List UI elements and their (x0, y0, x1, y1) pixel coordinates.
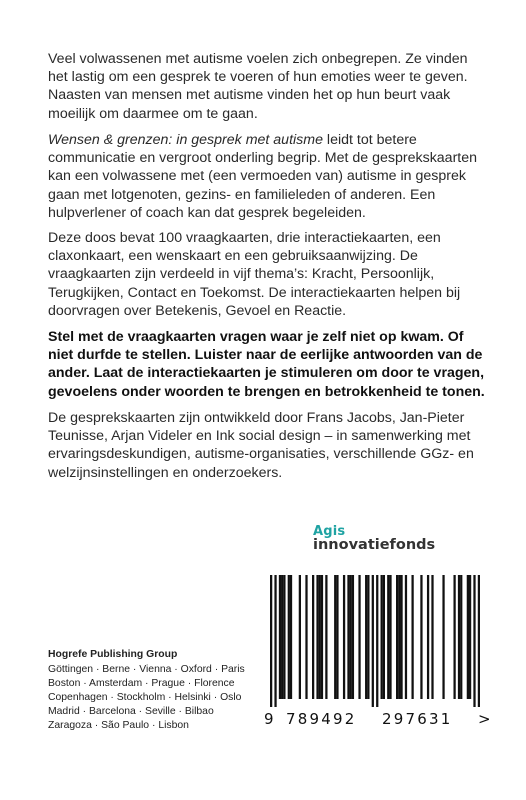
barcode-bar (458, 575, 460, 699)
barcode-bar (347, 575, 349, 699)
barcode-bar (442, 575, 444, 699)
barcode-bar (283, 575, 285, 699)
barcode-bar (290, 575, 292, 699)
barcode-bar (453, 575, 455, 699)
publisher-cities-line: Madrid · Barcelona · Seville · Bilbao (48, 706, 214, 717)
barcode-bar (376, 575, 378, 707)
barcode-bar (411, 575, 413, 699)
barcode-bar (365, 575, 367, 699)
barcode-bar (336, 575, 338, 699)
product-paragraph (48, 131, 488, 222)
logo-agis-text: Agis (313, 524, 346, 539)
barcode-bar (396, 575, 398, 699)
barcode-bar (478, 575, 480, 707)
barcode-bar (381, 575, 383, 699)
barcode-bar (469, 575, 471, 699)
intro-paragraph: Veel volwassenen met autisme voelen zich onbegrepen. Ze vinden het lastig om een gesprek te voeren of hun emoties weer te geven. Naasten van mensen met autisme vinden het op hun beurt vaak moeilijk om daarmee om te gaan. (48, 51, 468, 122)
isbn-lead-digit: 9 (264, 710, 275, 728)
barcode-bar (288, 575, 290, 699)
barcode-bars (270, 575, 480, 707)
barcode-bar (319, 575, 321, 699)
isbn-group-right: 297631 (382, 710, 453, 728)
isbn-group-left: 789492 (286, 710, 357, 728)
barcode-bar (389, 575, 391, 699)
barcode-bar (405, 575, 407, 699)
barcode-bar (350, 575, 352, 699)
barcode-bar (305, 575, 307, 699)
product-description: leidt tot betere communicatie en vergroot onderling begrip. Met de gesprekskaarten kan een volwassene met (een vermoeden van) autisme in gesprek gaan met lotgenoten, gezins- en familieleden of anderen. Een hulpverlener of coach kan dat gesprek begeleiden. (48, 132, 478, 221)
agis-innovatiefonds-logo (313, 524, 435, 553)
logo-innovatiefonds-text: innovatiefonds (313, 537, 436, 553)
barcode-bar (431, 575, 433, 699)
publisher-block (48, 648, 245, 733)
barcode-bar (473, 575, 475, 707)
barcode-bar (321, 575, 323, 699)
product-title: Wensen & grenzen: in gesprek met autisme (48, 132, 323, 148)
barcode-bar (372, 575, 374, 707)
barcode-bar (358, 575, 360, 699)
publisher-cities-line: Boston · Amsterdam · Prague · Florence (48, 678, 235, 689)
barcode-bar (352, 575, 354, 699)
barcode-bar (312, 575, 314, 699)
barcode-bar (316, 575, 318, 699)
isbn-barcode (270, 575, 480, 707)
barcode-bar (279, 575, 281, 699)
barcode-bar (334, 575, 336, 699)
barcode-bar (325, 575, 327, 699)
barcode-bar (274, 575, 276, 707)
isbn-arrow: > (478, 710, 492, 728)
contents-paragraph: Deze doos bevat 100 vraagkaarten, drie interactiekaarten, een claxonkaart, een wenskaart en een gebruiksaanwijzing. De vraagkaarten zijn verdeeld in vijf thema’s: Kracht, Persoonlijk, Terugkijken, Contact en Toekomst. De interactiekaarten helpen bij doorvragen over Betekenis, Gevoel en Reactie. (48, 230, 461, 319)
barcode-bar (460, 575, 462, 699)
bold-call-to-action-paragraph: Stel met de vraagkaarten vragen waar je zelf niet op kwam. Of niet durfde te stellen. Luister naar de eerlijke antwoorden van de ander. Laat de interactiekaarten je stimuleren om door te vragen, gevoelens onder woorden te brengen en betrokkenheid te tonen. (48, 329, 485, 400)
barcode-bar (398, 575, 400, 699)
barcode-bar (427, 575, 429, 699)
publisher-cities-line: Copenhagen · Stockholm · Helsinki · Oslo (48, 692, 242, 703)
barcode-bar (299, 575, 301, 699)
barcode-bar (270, 575, 272, 707)
barcode-bar (281, 575, 283, 699)
credits-paragraph: De gesprekskaarten zijn ontwikkeld door Frans Jacobs, Jan-Pieter Teunisse, Arjan Videler en Ink social design – in samenwerking met ervaringsdeskundigen, autisme-organisaties, verschillende GGz- en welzijnsinstellingen en onderzoekers. (48, 410, 474, 481)
barcode-bar (343, 575, 345, 699)
barcode-bar (400, 575, 402, 699)
barcode-bar (387, 575, 389, 699)
barcode-bar (467, 575, 469, 699)
barcode-bar (420, 575, 422, 699)
publisher-cities-line: Göttingen · Berne · Vienna · Oxford · Paris (48, 664, 245, 675)
barcode-bar (367, 575, 369, 699)
publisher-cities-line: Zaragoza · São Paulo · Lisbon (48, 720, 189, 731)
barcode-bar (383, 575, 385, 699)
publisher-name: Hogrefe Publishing Group (48, 649, 178, 660)
